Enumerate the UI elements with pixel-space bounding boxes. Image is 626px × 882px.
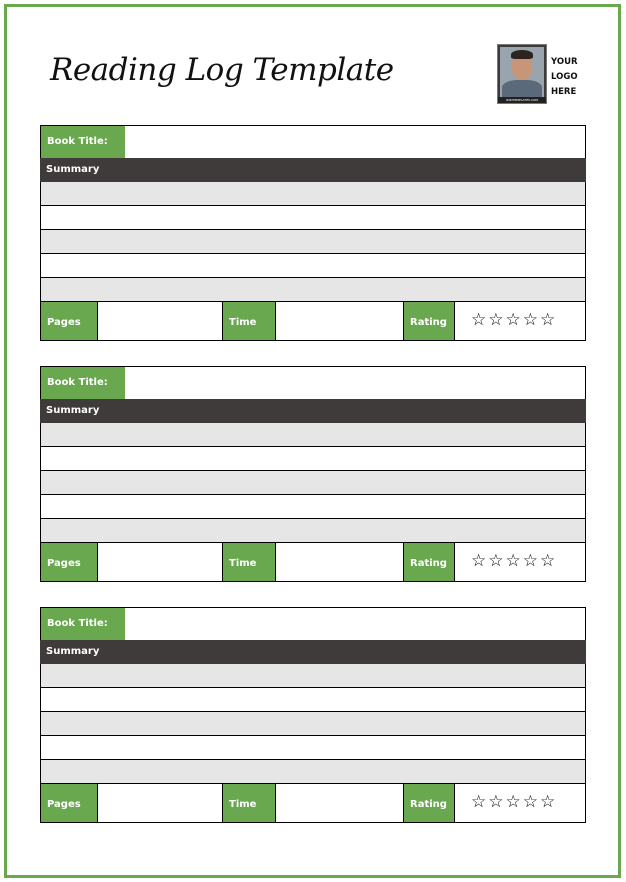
photo-caption: WIKITEMPLATES.COM xyxy=(498,97,546,103)
summary-header: Summary xyxy=(40,158,586,182)
rating-stars[interactable]: ☆☆☆☆☆ xyxy=(471,792,558,812)
summary-line[interactable] xyxy=(40,519,586,543)
summary-line[interactable] xyxy=(40,206,586,230)
book-title-row[interactable] xyxy=(40,125,586,159)
summary-line[interactable] xyxy=(40,471,586,495)
summary-line[interactable] xyxy=(40,254,586,278)
rating-stars[interactable]: ☆☆☆☆☆ xyxy=(471,310,558,330)
rating-stars[interactable]: ☆☆☆☆☆ xyxy=(471,551,558,571)
book-title-label: Book Title: xyxy=(41,367,125,399)
entry-footer xyxy=(40,783,586,823)
entry-footer xyxy=(40,301,586,341)
summary-line[interactable] xyxy=(40,230,586,254)
book-title-label: Book Title: xyxy=(41,126,125,158)
logo-line-2: LOGO xyxy=(551,72,578,82)
summary-line[interactable] xyxy=(40,664,586,688)
pages-label: Pages xyxy=(41,543,97,581)
summary-header: Summary xyxy=(40,640,586,664)
book-title-row[interactable] xyxy=(40,607,586,641)
entry-footer xyxy=(40,542,586,582)
time-label: Time xyxy=(223,543,275,581)
time-label: Time xyxy=(223,302,275,340)
summary-line[interactable] xyxy=(40,495,586,519)
page-title: Reading Log Template xyxy=(50,52,394,88)
pages-label: Pages xyxy=(41,784,97,822)
rating-label: Rating xyxy=(404,784,454,822)
logo-line-1: YOUR xyxy=(551,57,578,67)
pages-label: Pages xyxy=(41,302,97,340)
summary-line[interactable] xyxy=(40,278,586,302)
rating-label: Rating xyxy=(404,543,454,581)
book-title-label: Book Title: xyxy=(41,608,125,640)
summary-line[interactable] xyxy=(40,182,586,206)
summary-line[interactable] xyxy=(40,688,586,712)
book-title-row[interactable] xyxy=(40,366,586,400)
summary-line[interactable] xyxy=(40,447,586,471)
logo-placeholder xyxy=(551,55,591,100)
summary-line[interactable] xyxy=(40,712,586,736)
summary-header: Summary xyxy=(40,399,586,423)
logo-line-3: HERE xyxy=(551,87,577,97)
rating-label: Rating xyxy=(404,302,454,340)
summary-line[interactable] xyxy=(40,423,586,447)
logo-photo xyxy=(497,44,547,104)
summary-line[interactable] xyxy=(40,736,586,760)
time-label: Time xyxy=(223,784,275,822)
summary-line[interactable] xyxy=(40,760,586,784)
